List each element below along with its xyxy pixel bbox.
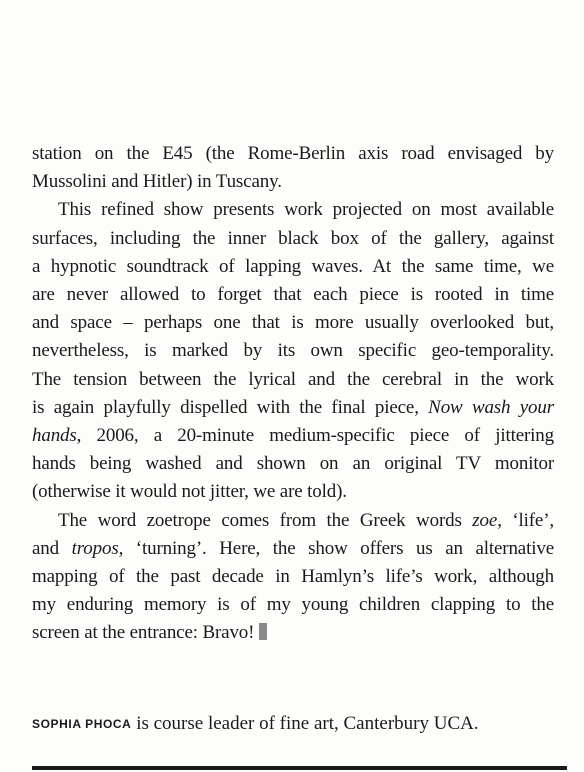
text-line: (otherwise it would not jitter, we are told).: [32, 481, 347, 503]
artwork-title: hands: [32, 425, 77, 447]
paragraph-2: [32, 196, 554, 506]
paragraph-3: [32, 507, 554, 648]
text-line: station on the E45 (the Rome-Berlin axis road envisaged by: [32, 143, 554, 164]
author-bio: [32, 712, 562, 736]
text-line: [32, 422, 554, 450]
text-line: surfaces, including the inner black box of the gallery, against: [32, 227, 554, 249]
text-segment: , 2006, a 20-minute medium-specific piece of jittering: [76, 425, 554, 447]
text-segment: The word zoetrope comes from the Greek words: [58, 509, 473, 531]
text-segment: screen at the entrance: Bravo!: [32, 622, 255, 644]
text-segment: , ‘turning’. Here, the show offers us an alternative: [118, 537, 554, 559]
text-line: [32, 619, 554, 647]
text-line: my enduring memory is of my young children clapping to the: [32, 594, 554, 616]
text-line: and space – perhaps one that is more usually overlooked but,: [32, 312, 554, 334]
text-segment: is again playfully dispelled with the final piece,: [32, 396, 429, 418]
text-line: The tension between the lyrical and the cerebral in the work: [32, 368, 554, 390]
text-segment: and: [32, 537, 72, 559]
text-line: [32, 394, 554, 422]
text-segment: , ‘life’,: [497, 509, 554, 531]
artwork-title: Now wash your: [428, 396, 555, 418]
author-name: SOPHIA PHOCA: [32, 717, 132, 731]
text-line: are never allowed to forget that each piece is rooted in time: [32, 284, 554, 306]
author-bio-text: is course leader of fine art, Canterbury UCA.: [131, 713, 479, 734]
article-body: [32, 140, 554, 648]
text-line: a hypnotic soundtrack of lapping waves. At the same time, we: [32, 255, 554, 277]
bottom-rule: [32, 766, 567, 770]
text-line: This refined show presents work projected on most available: [58, 199, 554, 221]
text-line: nevertheless, is marked by its own specific geo-temporality.: [32, 340, 554, 362]
greek-word: tropos: [71, 537, 119, 559]
text-line: Mussolini and Hitler) in Tuscany.: [32, 171, 282, 193]
text-line: hands being washed and shown on an original TV monitor: [32, 453, 554, 475]
text-line: mapping of the past decade in Hamlyn’s life’s work, although: [32, 566, 554, 588]
paragraph-1: [32, 140, 554, 196]
text-line: [32, 535, 554, 563]
end-of-article-mark: [259, 623, 267, 640]
text-line: [32, 507, 554, 535]
greek-word: zoe: [472, 509, 498, 531]
